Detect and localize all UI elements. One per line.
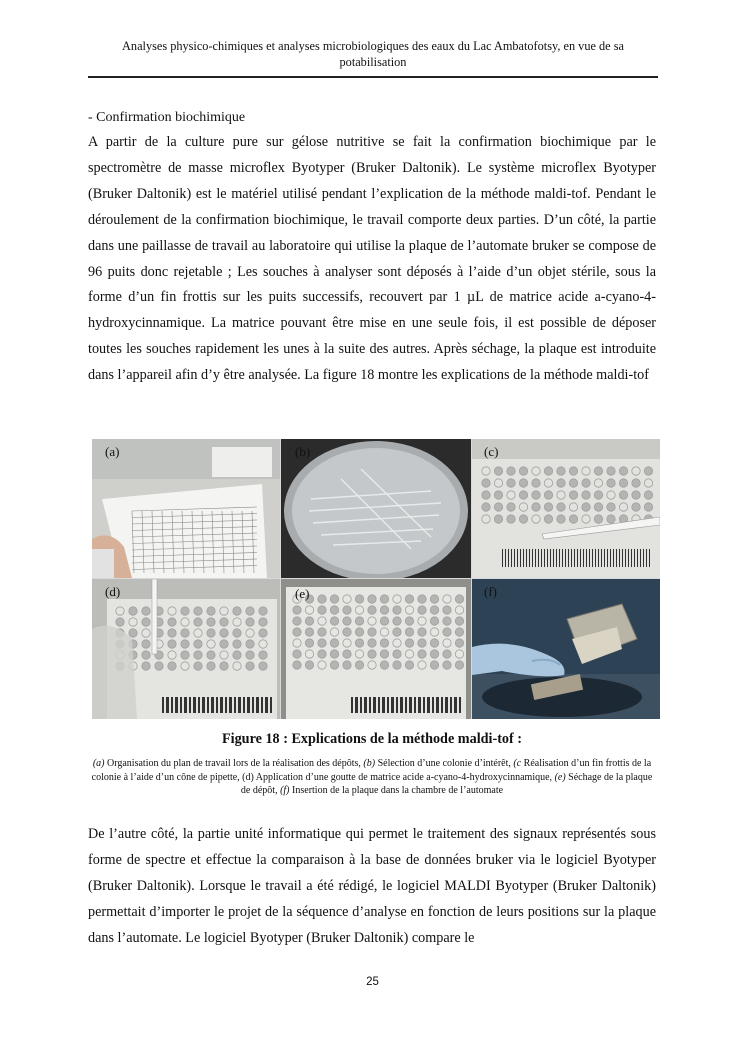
section-title: - Confirmation biochimique <box>88 110 246 125</box>
panel-a-image <box>92 439 280 578</box>
caption-text-e: Séchage de la plaque de dépôt, <box>240 771 653 797</box>
paragraph-1: A partir de la culture pure sur gélose nutritive se fait la confirmation biochimique par le spectromètre de masse microflex Byotyper (Bruker Daltonik). Le système microflex Byotyper (Bruker Daltonik) est le matériel utilisé pendant l’explication de la méthode maldi-tof. Pendant le déroulement de la confirmation biochimique, le travail comporte deux parties. D’un côté, la partie dans une paillasse de travail au laboratoire qui utilise la plaque de l’automate bruker se compose de 96 puits donc rejetable ; Les souches à analyser sont déposés à l’aide d’un objet stérile, sous la forme d’un fin frottis sur les puits successifs, recouvert par 1 µL de matrice acide a-cyano-4-hydroxycinnamique. La matrice pouvant être mise en une seule fois, il est possible de déposer toutes les souches rapidement les unes à la suite des autres. Après séchage, la plaque est introduite dans l’appareil afin d’y être analysée. La figure 18 montre les explications de la méthode maldi-tof <box>88 134 656 384</box>
caption-text-c: Réalisation d’un fin frottis de la colonie à l’aide d’un cône de pipette, (d) Application d’une goutte de matrice acide a-cyano-4-hydroxycinnamique, <box>91 758 652 783</box>
running-header: Analyses physico-chimiques et analyses microbiologiques des eaux du Lac Ambatofotsy, en vue de sa potabilisation <box>122 39 624 69</box>
header-rule <box>88 76 658 78</box>
panel-d-image <box>92 579 280 719</box>
panel-f-image <box>472 579 660 719</box>
panel-label-b: (b) <box>295 444 311 459</box>
caption-tag-c: (c <box>513 758 522 769</box>
caption-tag-a: (a) <box>92 758 105 769</box>
panel-label-d: (d) <box>105 584 121 599</box>
panel-label-e: (e) <box>295 586 310 601</box>
panel-label-c: (c) <box>484 444 499 459</box>
page-number: 25 <box>366 976 379 988</box>
caption-tag-b: (b) <box>363 758 376 769</box>
caption-tag-f: (f) <box>280 785 290 797</box>
caption-text-b: Sélection d’une colonie d’intérêt, <box>375 758 514 769</box>
panel-label-f: (f) <box>484 584 497 599</box>
panel-c-image <box>472 439 660 578</box>
figure-caption <box>88 757 656 798</box>
caption-text-f: Insertion de la plaque dans la chambre de l’automate <box>289 785 504 797</box>
panel-b-image <box>281 439 471 578</box>
figure-18-image <box>92 439 660 719</box>
caption-text-a: Organisation du plan de travail lors de la réalisation des dépôts, <box>104 758 364 769</box>
panel-e-image <box>281 579 471 719</box>
paragraph-2: De l’autre côté, la partie unité informatique qui permet le traitement des signaux représentés sous forme de spectre et effectue la comparaison à la base de données bruker via le logiciel Byotyper (Bruker Daltonik). Lorsque le travail a été rédigé, le logiciel MALDI Byotyper (Bruker Daltonik) permettait d’importer le projet de la séquence d’analyse en fonction de leurs positions sur la plaque dans l’automate. Le logiciel Byotyper (Bruker Daltonik) compare le <box>88 826 656 946</box>
panel-label-a: (a) <box>105 444 120 459</box>
figure-title: Figure 18 : Explications de la méthode maldi-tof : <box>221 731 523 747</box>
caption-tag-e: (e) <box>554 771 566 783</box>
